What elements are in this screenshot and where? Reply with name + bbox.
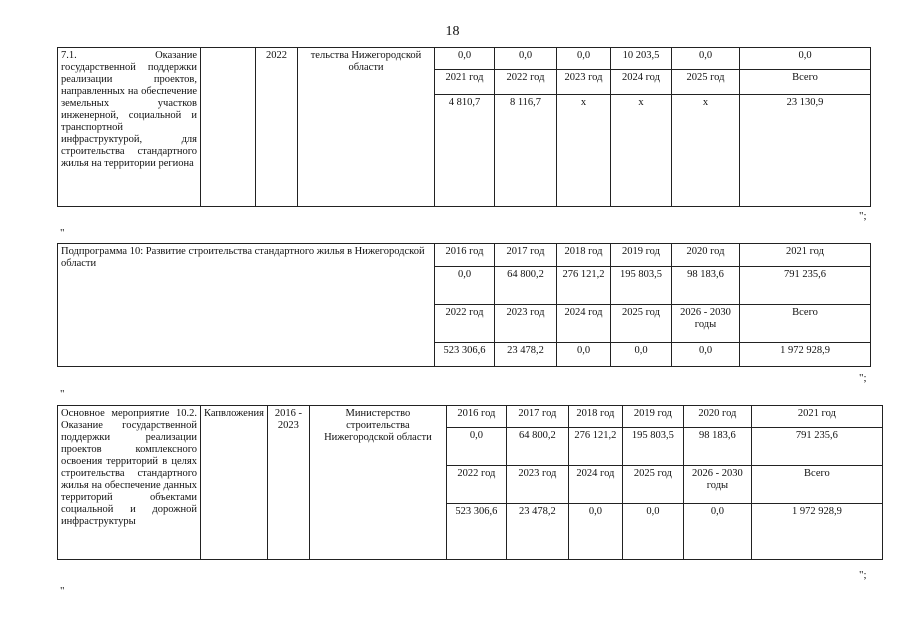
- value-cell: 0,0: [446, 428, 506, 466]
- table-subprogram-10: [57, 243, 871, 367]
- page-number: 18: [445, 24, 460, 39]
- year-header: 2022 год: [446, 466, 506, 504]
- opening-quote: ": [60, 585, 65, 597]
- value-cell: 0,0: [435, 267, 495, 305]
- responsible-cell: Министерство строительства Нижегородской области: [309, 406, 446, 560]
- year-header: Всего: [740, 70, 871, 95]
- period-cell: 2016 - 2023: [267, 406, 309, 560]
- value-cell: 0,0: [622, 504, 683, 560]
- value-cell: 23 130,9: [740, 95, 871, 207]
- closing-quote: ";: [859, 569, 867, 581]
- value-cell: 523 306,6: [446, 504, 506, 560]
- year-header: 2024 год: [568, 466, 622, 504]
- year-header: 2020 год: [672, 244, 740, 267]
- value-cell: 98 183,6: [683, 428, 751, 466]
- value-cell: 0,0: [740, 48, 871, 70]
- year-header: 2017 год: [506, 406, 568, 428]
- period-cell: 2022: [256, 48, 298, 207]
- year-header: 2021 год: [751, 406, 882, 428]
- value-cell: 8 116,7: [495, 95, 557, 207]
- value-cell: 0,0: [683, 504, 751, 560]
- year-header: 2016 год: [435, 244, 495, 267]
- year-header: 2026 - 2030 годы: [672, 305, 740, 343]
- year-header: 2022 год: [495, 70, 557, 95]
- category-cell: Капвложения: [201, 406, 268, 560]
- opening-quote: ": [60, 227, 65, 239]
- year-header: 2022 год: [435, 305, 495, 343]
- value-cell: 0,0: [568, 504, 622, 560]
- year-header: Всего: [740, 305, 871, 343]
- measure-name: Основное мероприятие 10.2. Оказание государственной поддержки реализации проектов комплексного освоения территорий в целях строительства стандартного жилья на обеспечение данных территорий объектами социальной и дорожной инфраструктуры: [58, 406, 201, 560]
- year-header: 2025 год: [611, 305, 672, 343]
- table-measure-10-2: [57, 405, 883, 560]
- year-header: 2023 год: [506, 466, 568, 504]
- value-cell: 64 800,2: [495, 267, 557, 305]
- year-header: 2020 год: [683, 406, 751, 428]
- year-header: 2023 год: [557, 70, 611, 95]
- value-cell: 195 803,5: [611, 267, 672, 305]
- value-cell: х: [557, 95, 611, 207]
- year-header: 2025 год: [672, 70, 740, 95]
- value-cell: 791 235,6: [751, 428, 882, 466]
- value-cell: 0,0: [435, 48, 495, 70]
- value-cell: 1 972 928,9: [751, 504, 882, 560]
- year-header: 2019 год: [622, 406, 683, 428]
- value-cell: 23 478,2: [506, 504, 568, 560]
- value-cell: 0,0: [611, 343, 672, 367]
- value-cell: 4 810,7: [435, 95, 495, 207]
- value-cell: 276 121,2: [557, 267, 611, 305]
- subprogram-name: Подпрограмма 10: Развитие строительства стандартного жилья в Нижегородской области: [58, 244, 435, 367]
- value-cell: 1 972 928,9: [740, 343, 871, 367]
- year-header: 2025 год: [622, 466, 683, 504]
- year-header: 2021 год: [435, 70, 495, 95]
- year-header: 2017 год: [495, 244, 557, 267]
- value-cell: 276 121,2: [568, 428, 622, 466]
- responsible-cell: тельства Нижегородской области: [298, 48, 435, 207]
- executor-cell: [201, 48, 256, 207]
- year-header: Всего: [751, 466, 882, 504]
- value-cell: 0,0: [557, 343, 611, 367]
- opening-quote: ": [60, 388, 65, 400]
- value-cell: 195 803,5: [622, 428, 683, 466]
- value-cell: 0,0: [557, 48, 611, 70]
- year-header: 2016 год: [446, 406, 506, 428]
- value-cell: 791 235,6: [740, 267, 871, 305]
- year-header: 2023 год: [495, 305, 557, 343]
- year-header: 2019 год: [611, 244, 672, 267]
- value-cell: 64 800,2: [506, 428, 568, 466]
- year-header: 2018 год: [568, 406, 622, 428]
- value-cell: 0,0: [672, 343, 740, 367]
- value-cell: 98 183,6: [672, 267, 740, 305]
- value-cell: 10 203,5: [611, 48, 672, 70]
- closing-quote: ";: [859, 210, 867, 222]
- year-header: 2026 - 2030 годы: [683, 466, 751, 504]
- year-header: 2021 год: [740, 244, 871, 267]
- year-header: 2018 год: [557, 244, 611, 267]
- value-cell: 23 478,2: [495, 343, 557, 367]
- closing-quote: ";: [859, 372, 867, 384]
- year-header: 2024 год: [557, 305, 611, 343]
- value-cell: 0,0: [672, 48, 740, 70]
- table-measure-7-1: [57, 47, 871, 207]
- value-cell: х: [611, 95, 672, 207]
- value-cell: х: [672, 95, 740, 207]
- value-cell: 0,0: [495, 48, 557, 70]
- value-cell: 523 306,6: [435, 343, 495, 367]
- measure-name: 7.1. Оказание государственной поддержки реализации проектов, направленных на обеспечение земельных участков инженерной, социальной и транспортной инфраструктурой, для строительства стандартного жилья на территории региона: [58, 48, 201, 207]
- year-header: 2024 год: [611, 70, 672, 95]
